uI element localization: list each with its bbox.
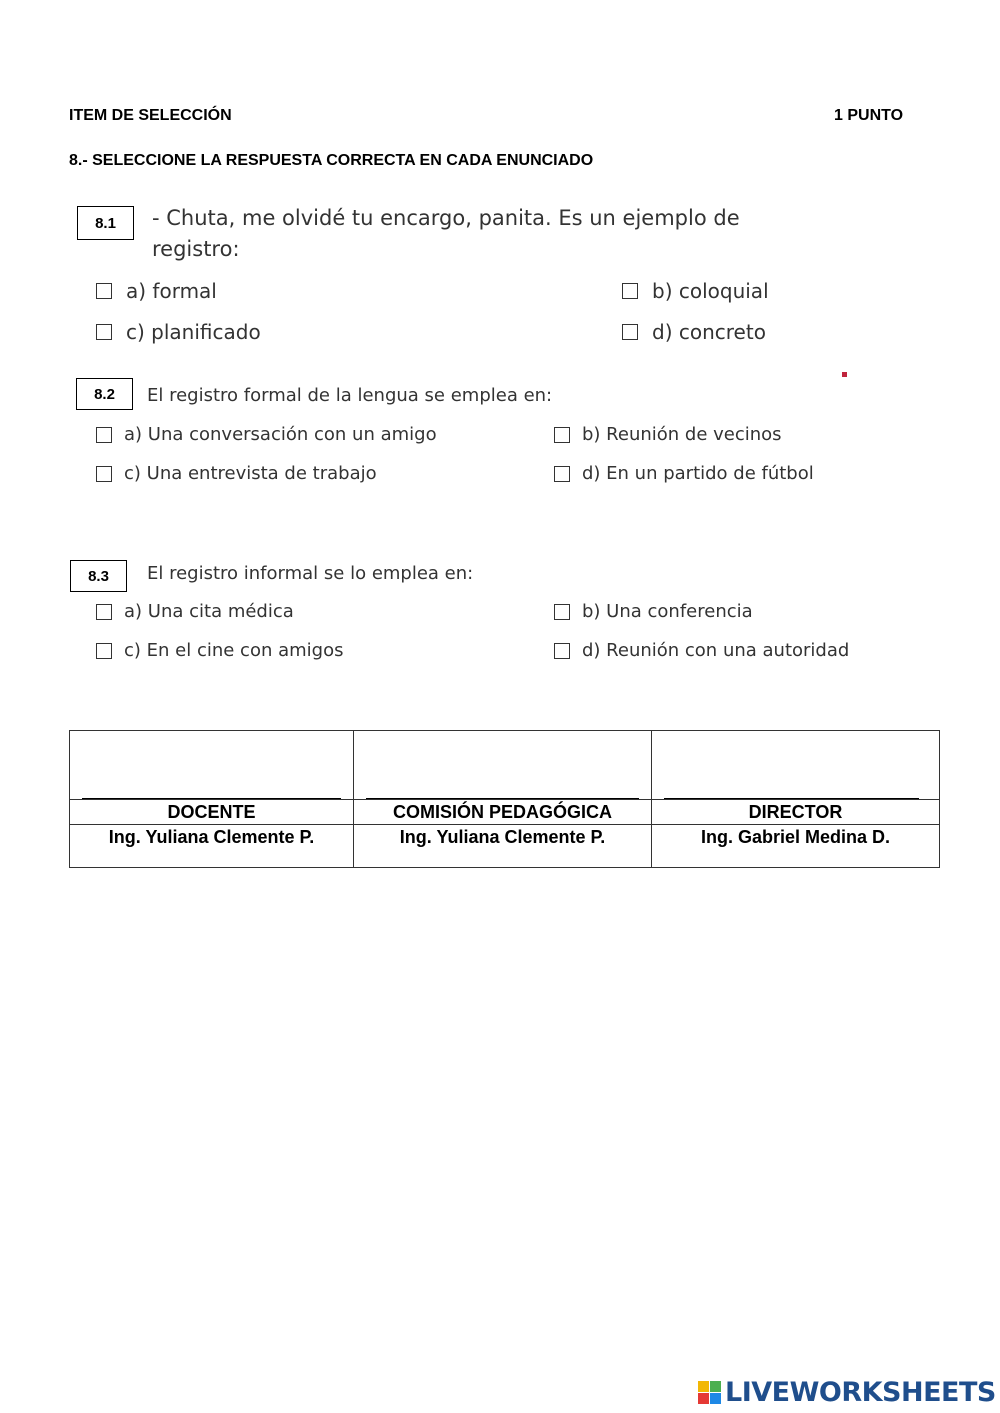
signature-role: DIRECTOR <box>652 800 940 825</box>
checkbox[interactable] <box>96 466 112 482</box>
option-label: c) planificado <box>126 320 261 344</box>
option-label: b) Reunión de vecinos <box>582 424 782 445</box>
question-text: El registro formal de la lengua se emplea en: <box>147 385 553 406</box>
option-label: a) Una cita médica <box>124 601 294 622</box>
logo-square <box>698 1381 709 1392</box>
signature-name: Ing. Yuliana Clemente P. <box>70 825 354 868</box>
question-text-line: registro: <box>152 237 240 261</box>
item-title: ITEM DE SELECCIÓN <box>69 107 232 124</box>
question-number: 8.3 <box>70 560 127 592</box>
signature-space-docente <box>70 731 354 800</box>
option-label: d) En un partido de fútbol <box>582 463 814 484</box>
signature-table <box>69 730 940 868</box>
stray-mark <box>842 372 847 377</box>
option-d[interactable] <box>554 640 849 661</box>
brand-name: LIVEWORKSHEETS <box>725 1377 996 1408</box>
checkbox[interactable] <box>96 643 112 659</box>
option-label: b) coloquial <box>652 279 769 303</box>
checkbox[interactable] <box>96 427 112 443</box>
option-c[interactable] <box>96 463 377 484</box>
item-points: 1 PUNTO <box>834 107 904 124</box>
signature-name: Ing. Gabriel Medina D. <box>652 825 940 868</box>
logo-square <box>710 1393 721 1404</box>
checkbox[interactable] <box>554 427 570 443</box>
option-label: b) Una conferencia <box>582 601 753 622</box>
signature-space-director <box>652 731 940 800</box>
option-label: d) concreto <box>652 320 766 344</box>
option-a[interactable] <box>96 601 294 622</box>
option-c[interactable] <box>96 320 261 344</box>
option-label: c) Una entrevista de trabajo <box>124 463 377 484</box>
signature-line <box>664 798 919 799</box>
checkbox[interactable] <box>96 604 112 620</box>
signature-line <box>366 798 639 799</box>
checkbox[interactable] <box>554 643 570 659</box>
option-a[interactable] <box>96 424 437 445</box>
checkbox[interactable] <box>554 466 570 482</box>
option-label: a) formal <box>126 279 217 303</box>
option-label: d) Reunión con una autoridad <box>582 640 850 661</box>
option-d[interactable] <box>554 463 814 484</box>
question-number: 8.2 <box>76 378 133 410</box>
question-text <box>152 203 740 265</box>
checkbox[interactable] <box>622 324 638 340</box>
option-b[interactable] <box>554 424 782 445</box>
signature-space-comision <box>354 731 652 800</box>
option-c[interactable] <box>96 640 343 661</box>
checkbox[interactable] <box>622 283 638 299</box>
option-a[interactable] <box>96 279 217 303</box>
signature-role: DOCENTE <box>70 800 354 825</box>
checkbox[interactable] <box>554 604 570 620</box>
option-d[interactable] <box>622 320 766 344</box>
question-number: 8.1 <box>77 206 134 240</box>
logo-square <box>698 1393 709 1404</box>
signature-line <box>82 798 341 799</box>
liveworksheets-logo-icon <box>698 1381 721 1404</box>
option-b[interactable] <box>554 601 753 622</box>
liveworksheets-logo <box>698 1377 996 1408</box>
option-b[interactable] <box>622 279 769 303</box>
signature-role: COMISIÓN PEDAGÓGICA <box>354 800 652 825</box>
signature-name: Ing. Yuliana Clemente P. <box>354 825 652 868</box>
question-text-line: - Chuta, me olvidé tu encargo, panita. Es un ejemplo de <box>152 206 740 230</box>
option-label: a) Una conversación con un amigo <box>124 424 437 445</box>
option-label: c) En el cine con amigos <box>124 640 344 661</box>
instruction-text: 8.- SELECCIONE LA RESPUESTA CORRECTA EN CADA ENUNCIADO <box>69 152 594 169</box>
checkbox[interactable] <box>96 324 112 340</box>
checkbox[interactable] <box>96 283 112 299</box>
question-text: El registro informal se lo emplea en: <box>147 563 474 584</box>
logo-square <box>710 1381 721 1392</box>
